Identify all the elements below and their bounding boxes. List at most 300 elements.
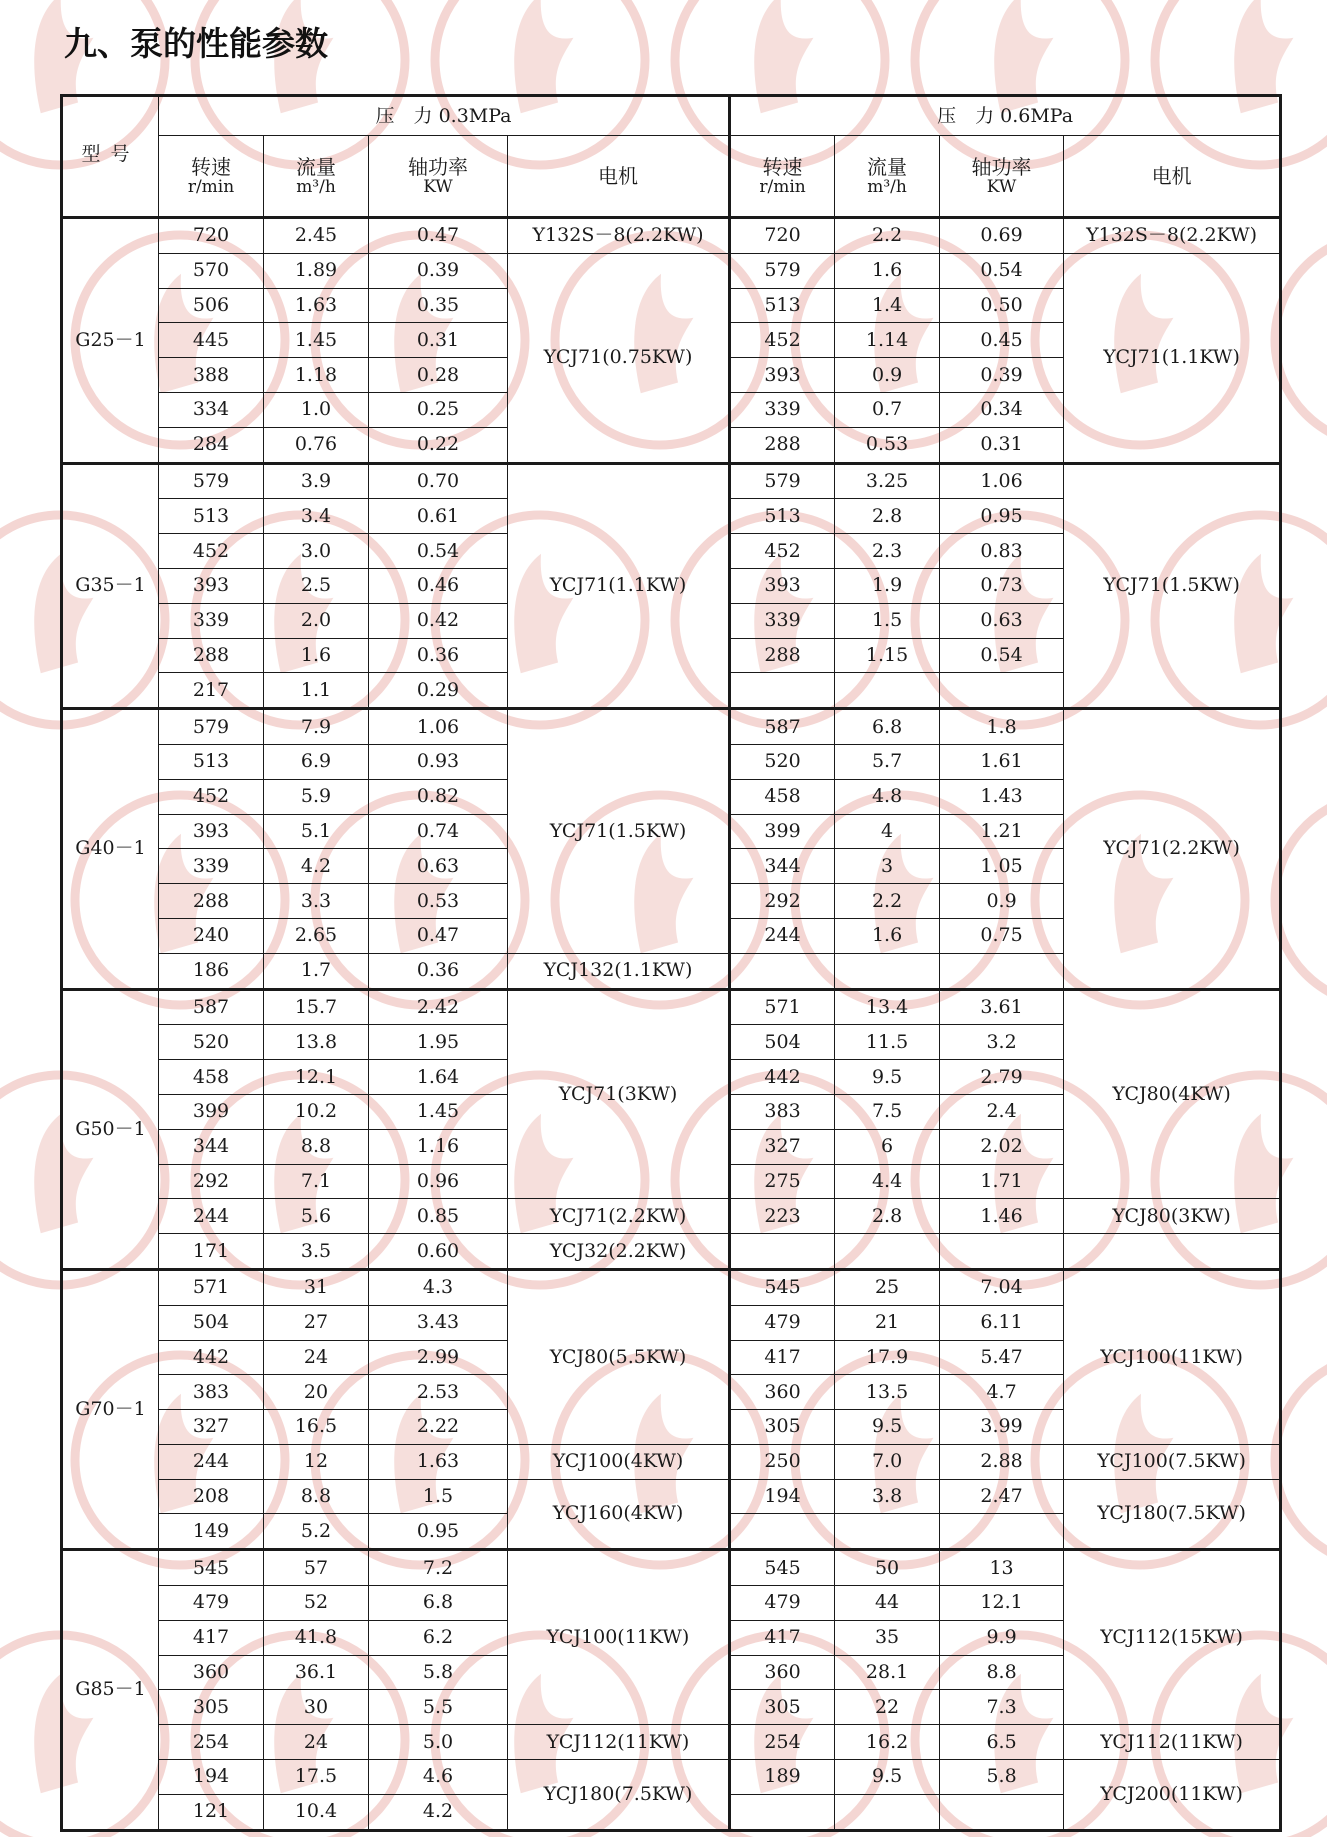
shaft-power-cell: 1.64 — [369, 1060, 508, 1095]
speed-cell: 579 — [159, 709, 264, 745]
col-header-speed: 转速 r/min — [159, 136, 264, 218]
flow-cell: 7.5 — [835, 1094, 940, 1129]
flow-cell: 1.7 — [264, 953, 369, 989]
flow-cell: 7.9 — [264, 709, 369, 745]
shaft-power-cell: 4.6 — [369, 1760, 508, 1795]
shaft-power-cell: 0.39 — [940, 358, 1064, 393]
shaft-power-cell: 1.06 — [369, 709, 508, 745]
shaft-power-cell: 4.7 — [940, 1375, 1064, 1410]
shaft-power-cell: 7.04 — [940, 1269, 1064, 1305]
motor-cell: YCJ160(4KW) — [508, 1479, 730, 1550]
speed-cell: 417 — [159, 1620, 264, 1655]
table-row — [62, 1444, 1281, 1479]
speed-cell: 254 — [159, 1725, 264, 1760]
motor-cell: YCJ180(7.5KW) — [1064, 1479, 1281, 1550]
flow-cell: 3.9 — [264, 463, 369, 499]
flow-cell: 44 — [835, 1586, 940, 1621]
flow-cell: 4.2 — [264, 849, 369, 884]
motor-cell: YCJ100(11KW) — [508, 1550, 730, 1725]
flow-cell: 1.0 — [264, 392, 369, 427]
flow-cell: 10.2 — [264, 1094, 369, 1129]
speed-cell: 513 — [159, 499, 264, 534]
flow-cell: 15.7 — [264, 989, 369, 1025]
flow-cell — [835, 1514, 940, 1550]
shaft-power-cell: 0.46 — [369, 568, 508, 603]
speed-cell: 720 — [730, 218, 835, 254]
table-row — [62, 989, 1281, 1025]
flow-cell: 5.1 — [264, 814, 369, 849]
table-row — [62, 1234, 1281, 1270]
motor-cell: Y132S－8(2.2KW) — [508, 218, 730, 254]
shaft-power-cell: 0.85 — [369, 1199, 508, 1234]
pressure-header-low: 压 力 0.3MPa — [159, 96, 730, 136]
speed-cell: 504 — [730, 1025, 835, 1060]
speed-cell: 452 — [159, 779, 264, 814]
speed-cell: 194 — [730, 1479, 835, 1514]
shaft-power-cell: 9.9 — [940, 1620, 1064, 1655]
speed-cell: 284 — [159, 427, 264, 463]
speed-cell: 417 — [730, 1620, 835, 1655]
shaft-power-cell — [940, 673, 1064, 709]
speed-cell: 149 — [159, 1514, 264, 1550]
col-header-shaft-power: 轴功率 KW — [940, 136, 1064, 218]
motor-cell: YCJ112(11KW) — [508, 1725, 730, 1760]
shaft-power-cell: 0.63 — [940, 603, 1064, 638]
flow-cell: 1.63 — [264, 288, 369, 323]
table-row — [62, 1269, 1281, 1305]
shaft-power-cell: 0.60 — [369, 1234, 508, 1270]
shaft-power-cell: 6.8 — [369, 1586, 508, 1621]
speed-cell: 479 — [730, 1586, 835, 1621]
shaft-power-cell: 0.47 — [369, 218, 508, 254]
flow-cell: 25 — [835, 1269, 940, 1305]
shaft-power-cell: 0.34 — [940, 392, 1064, 427]
speed-cell: 587 — [159, 989, 264, 1025]
shaft-power-cell: 1.5 — [369, 1479, 508, 1514]
flow-cell: 13.4 — [835, 989, 940, 1025]
speed-cell: 545 — [159, 1550, 264, 1586]
flow-cell: 1.5 — [835, 603, 940, 638]
shaft-power-cell: 0.53 — [369, 884, 508, 919]
flow-cell: 12.1 — [264, 1060, 369, 1095]
motor-cell — [1064, 1234, 1281, 1270]
speed-cell: 458 — [159, 1060, 264, 1095]
page-title: 九、泵的性能参数 — [64, 24, 328, 63]
shaft-power-cell: 0.96 — [369, 1164, 508, 1199]
col-header-speed: 转速 r/min — [730, 136, 835, 218]
shaft-power-cell: 0.54 — [369, 534, 508, 569]
speed-cell: 393 — [159, 814, 264, 849]
speed-cell: 360 — [159, 1655, 264, 1690]
pressure-header-high: 压 力 0.6MPa — [730, 96, 1281, 136]
flow-cell: 1.6 — [264, 638, 369, 673]
shaft-power-cell: 6.11 — [940, 1305, 1064, 1340]
col-header-motor: 电机 — [1064, 136, 1281, 218]
shaft-power-cell: 2.99 — [369, 1340, 508, 1375]
table-row — [62, 709, 1281, 745]
speed-cell: 189 — [730, 1760, 835, 1795]
shaft-power-cell: 1.16 — [369, 1129, 508, 1164]
speed-cell: 339 — [730, 392, 835, 427]
motor-cell: YCJ71(1.5KW) — [508, 709, 730, 954]
shaft-power-cell: 0.93 — [369, 744, 508, 779]
flow-cell: 17.5 — [264, 1760, 369, 1795]
shaft-power-cell: 0.74 — [369, 814, 508, 849]
shaft-power-cell: 0.95 — [940, 499, 1064, 534]
shaft-power-cell: 2.47 — [940, 1479, 1064, 1514]
speed-cell: 506 — [159, 288, 264, 323]
flow-cell: 12 — [264, 1444, 369, 1479]
shaft-power-cell: 1.63 — [369, 1444, 508, 1479]
shaft-power-cell: 5.8 — [369, 1655, 508, 1690]
shaft-power-cell: 0.9 — [940, 884, 1064, 919]
flow-cell: 8.8 — [264, 1479, 369, 1514]
flow-cell: 2.2 — [835, 884, 940, 919]
shaft-power-cell: 8.8 — [940, 1655, 1064, 1690]
table-row — [62, 1725, 1281, 1760]
speed-cell: 399 — [159, 1094, 264, 1129]
flow-cell: 3.8 — [835, 1479, 940, 1514]
speed-cell: 254 — [730, 1725, 835, 1760]
shaft-power-cell — [940, 1234, 1064, 1270]
speed-cell: 244 — [730, 918, 835, 953]
speed-cell — [730, 1234, 835, 1270]
shaft-power-cell: 0.75 — [940, 918, 1064, 953]
speed-cell: 388 — [159, 358, 264, 393]
shaft-power-cell: 0.22 — [369, 427, 508, 463]
speed-cell: 288 — [159, 884, 264, 919]
flow-cell: 52 — [264, 1586, 369, 1621]
shaft-power-cell: 0.50 — [940, 288, 1064, 323]
motor-cell: YCJ132(1.1KW) — [508, 953, 730, 989]
shaft-power-cell: 1.21 — [940, 814, 1064, 849]
speed-cell: 571 — [730, 989, 835, 1025]
flow-cell: 4.8 — [835, 779, 940, 814]
speed-cell: 393 — [730, 568, 835, 603]
motor-cell: YCJ200(11KW) — [1064, 1760, 1281, 1831]
speed-cell: 399 — [730, 814, 835, 849]
shaft-power-cell: 0.29 — [369, 673, 508, 709]
model-cell: G70－1 — [62, 1269, 159, 1549]
shaft-power-cell: 5.0 — [369, 1725, 508, 1760]
motor-cell: YCJ100(11KW) — [1064, 1269, 1281, 1444]
speed-cell: 339 — [159, 849, 264, 884]
table-row — [62, 463, 1281, 499]
speed-cell: 208 — [159, 1479, 264, 1514]
flow-cell: 27 — [264, 1305, 369, 1340]
speed-cell: 579 — [730, 463, 835, 499]
flow-cell: 5.6 — [264, 1199, 369, 1234]
flow-cell: 50 — [835, 1550, 940, 1586]
speed-cell: 587 — [730, 709, 835, 745]
motor-cell: YCJ180(7.5KW) — [508, 1760, 730, 1831]
flow-cell: 0.7 — [835, 392, 940, 427]
flow-cell: 31 — [264, 1269, 369, 1305]
flow-cell: 22 — [835, 1690, 940, 1725]
shaft-power-cell: 3.99 — [940, 1410, 1064, 1445]
model-cell: G50－1 — [62, 989, 159, 1269]
shaft-power-cell: 1.95 — [369, 1025, 508, 1060]
shaft-power-cell: 0.47 — [369, 918, 508, 953]
flow-cell — [835, 1794, 940, 1830]
flow-cell: 5.7 — [835, 744, 940, 779]
flow-cell: 2.45 — [264, 218, 369, 254]
shaft-power-cell: 2.02 — [940, 1129, 1064, 1164]
shaft-power-cell: 0.28 — [369, 358, 508, 393]
shaft-power-cell: 0.54 — [940, 253, 1064, 288]
shaft-power-cell: 0.36 — [369, 638, 508, 673]
speed-cell: 244 — [159, 1199, 264, 1234]
speed-cell: 305 — [730, 1410, 835, 1445]
flow-cell: 4 — [835, 814, 940, 849]
motor-cell: YCJ100(4KW) — [508, 1444, 730, 1479]
flow-cell: 8.8 — [264, 1129, 369, 1164]
speed-cell: 383 — [730, 1094, 835, 1129]
flow-cell: 2.8 — [835, 1199, 940, 1234]
speed-cell: 339 — [730, 603, 835, 638]
shaft-power-cell: 4.2 — [369, 1794, 508, 1830]
flow-cell: 2.3 — [835, 534, 940, 569]
table-row — [62, 218, 1281, 254]
shaft-power-cell — [940, 953, 1064, 989]
speed-cell: 344 — [159, 1129, 264, 1164]
flow-cell: 17.9 — [835, 1340, 940, 1375]
table-row — [62, 1199, 1281, 1234]
shaft-power-cell: 6.5 — [940, 1725, 1064, 1760]
flow-cell: 1.15 — [835, 638, 940, 673]
flow-cell: 3.0 — [264, 534, 369, 569]
flow-cell: 2.65 — [264, 918, 369, 953]
flow-cell: 2.5 — [264, 568, 369, 603]
speed-cell: 292 — [159, 1164, 264, 1199]
flow-cell: 6 — [835, 1129, 940, 1164]
model-cell: G25－1 — [62, 218, 159, 464]
speed-cell — [730, 1794, 835, 1830]
shaft-power-cell: 2.4 — [940, 1094, 1064, 1129]
speed-cell: 504 — [159, 1305, 264, 1340]
speed-cell: 452 — [730, 323, 835, 358]
shaft-power-cell: 3.61 — [940, 989, 1064, 1025]
speed-cell — [730, 1514, 835, 1550]
motor-cell: YCJ32(2.2KW) — [508, 1234, 730, 1270]
flow-cell: 1.4 — [835, 288, 940, 323]
speed-cell: 360 — [730, 1375, 835, 1410]
speed-cell: 445 — [159, 323, 264, 358]
flow-cell: 41.8 — [264, 1620, 369, 1655]
model-cell: G35－1 — [62, 463, 159, 709]
speed-cell: 520 — [730, 744, 835, 779]
flow-cell: 13.8 — [264, 1025, 369, 1060]
motor-cell: YCJ112(11KW) — [1064, 1725, 1281, 1760]
speed-cell: 339 — [159, 603, 264, 638]
shaft-power-cell — [940, 1794, 1064, 1830]
shaft-power-cell: 0.69 — [940, 218, 1064, 254]
shaft-power-cell: 5.5 — [369, 1690, 508, 1725]
shaft-power-cell: 3.2 — [940, 1025, 1064, 1060]
motor-cell: YCJ80(4KW) — [1064, 989, 1281, 1199]
shaft-power-cell: 0.36 — [369, 953, 508, 989]
table-row — [62, 1550, 1281, 1586]
motor-cell: YCJ80(5.5KW) — [508, 1269, 730, 1444]
flow-cell: 0.76 — [264, 427, 369, 463]
flow-cell: 20 — [264, 1375, 369, 1410]
speed-cell: 171 — [159, 1234, 264, 1270]
flow-cell: 1.1 — [264, 673, 369, 709]
shaft-power-cell: 0.31 — [369, 323, 508, 358]
speed-cell: 442 — [730, 1060, 835, 1095]
flow-cell: 7.0 — [835, 1444, 940, 1479]
flow-cell: 3.25 — [835, 463, 940, 499]
flow-cell: 3.4 — [264, 499, 369, 534]
shaft-power-cell: 7.2 — [369, 1550, 508, 1586]
shaft-power-cell: 2.88 — [940, 1444, 1064, 1479]
speed-cell: 458 — [730, 779, 835, 814]
speed-cell: 383 — [159, 1375, 264, 1410]
flow-cell: 28.1 — [835, 1655, 940, 1690]
flow-cell: 5.2 — [264, 1514, 369, 1550]
flow-cell: 1.6 — [835, 918, 940, 953]
shaft-power-cell: 7.3 — [940, 1690, 1064, 1725]
motor-cell: YCJ80(3KW) — [1064, 1199, 1281, 1234]
flow-cell: 35 — [835, 1620, 940, 1655]
speed-cell: 275 — [730, 1164, 835, 1199]
shaft-power-cell: 1.61 — [940, 744, 1064, 779]
motor-cell: Y132S－8(2.2KW) — [1064, 218, 1281, 254]
col-header-flow: 流量 m³/h — [264, 136, 369, 218]
col-header-shaft-power: 轴功率 KW — [369, 136, 508, 218]
motor-cell: YCJ112(15KW) — [1064, 1550, 1281, 1725]
shaft-power-cell: 4.3 — [369, 1269, 508, 1305]
speed-cell: 327 — [730, 1129, 835, 1164]
flow-cell: 1.89 — [264, 253, 369, 288]
shaft-power-cell: 1.71 — [940, 1164, 1064, 1199]
flow-cell — [835, 673, 940, 709]
flow-cell: 1.6 — [835, 253, 940, 288]
shaft-power-cell: 0.70 — [369, 463, 508, 499]
flow-cell: 9.5 — [835, 1410, 940, 1445]
speed-cell: 305 — [159, 1690, 264, 1725]
motor-cell: YCJ71(3KW) — [508, 989, 730, 1199]
shaft-power-cell: 0.82 — [369, 779, 508, 814]
speed-cell: 545 — [730, 1550, 835, 1586]
speed-cell: 393 — [730, 358, 835, 393]
flow-cell: 0.9 — [835, 358, 940, 393]
speed-cell: 579 — [730, 253, 835, 288]
flow-cell: 9.5 — [835, 1760, 940, 1795]
pump-performance-table — [60, 94, 1282, 1832]
shaft-power-cell: 0.54 — [940, 638, 1064, 673]
col-header-motor: 电机 — [508, 136, 730, 218]
speed-cell: 579 — [159, 463, 264, 499]
speed-cell: 452 — [159, 534, 264, 569]
speed-cell: 570 — [159, 253, 264, 288]
flow-cell: 16.5 — [264, 1410, 369, 1445]
speed-cell: 360 — [730, 1655, 835, 1690]
shaft-power-cell: 0.45 — [940, 323, 1064, 358]
speed-cell: 720 — [159, 218, 264, 254]
shaft-power-cell — [940, 1514, 1064, 1550]
speed-cell — [730, 953, 835, 989]
shaft-power-cell: 3.43 — [369, 1305, 508, 1340]
flow-cell: 1.18 — [264, 358, 369, 393]
shaft-power-cell: 1.06 — [940, 463, 1064, 499]
shaft-power-cell: 1.8 — [940, 709, 1064, 745]
speed-cell: 244 — [159, 1444, 264, 1479]
speed-cell: 288 — [159, 638, 264, 673]
flow-cell: 9.5 — [835, 1060, 940, 1095]
flow-cell — [835, 953, 940, 989]
speed-cell: 217 — [159, 673, 264, 709]
motor-cell: YCJ71(2.2KW) — [1064, 709, 1281, 989]
shaft-power-cell: 12.1 — [940, 1586, 1064, 1621]
table-row — [62, 1760, 1281, 1795]
speed-cell: 513 — [730, 288, 835, 323]
flow-cell: 30 — [264, 1690, 369, 1725]
speed-cell: 545 — [730, 1269, 835, 1305]
speed-cell: 288 — [730, 427, 835, 463]
flow-cell: 0.53 — [835, 427, 940, 463]
shaft-power-cell: 0.61 — [369, 499, 508, 534]
shaft-power-cell: 1.45 — [369, 1094, 508, 1129]
speed-cell: 334 — [159, 392, 264, 427]
flow-cell: 16.2 — [835, 1725, 940, 1760]
speed-cell: 121 — [159, 1794, 264, 1830]
flow-cell: 7.1 — [264, 1164, 369, 1199]
shaft-power-cell: 5.8 — [940, 1760, 1064, 1795]
speed-cell: 442 — [159, 1340, 264, 1375]
flow-cell: 1.45 — [264, 323, 369, 358]
shaft-power-cell: 0.42 — [369, 603, 508, 638]
speed-cell: 223 — [730, 1199, 835, 1234]
speed-cell: 513 — [159, 744, 264, 779]
flow-cell: 1.9 — [835, 568, 940, 603]
motor-cell: YCJ100(7.5KW) — [1064, 1444, 1281, 1479]
flow-cell: 6.8 — [835, 709, 940, 745]
speed-cell: 305 — [730, 1690, 835, 1725]
model-header: 型号 — [62, 96, 159, 218]
shaft-power-cell: 0.35 — [369, 288, 508, 323]
flow-cell: 2.0 — [264, 603, 369, 638]
speed-cell: 194 — [159, 1760, 264, 1795]
speed-cell: 571 — [159, 1269, 264, 1305]
speed-cell — [730, 673, 835, 709]
motor-cell: YCJ71(2.2KW) — [508, 1199, 730, 1234]
speed-cell: 344 — [730, 849, 835, 884]
shaft-power-cell: 5.47 — [940, 1340, 1064, 1375]
shaft-power-cell: 2.53 — [369, 1375, 508, 1410]
speed-cell: 240 — [159, 918, 264, 953]
flow-cell: 3.5 — [264, 1234, 369, 1270]
flow-cell: 4.4 — [835, 1164, 940, 1199]
speed-cell: 513 — [730, 499, 835, 534]
motor-cell: YCJ71(1.1KW) — [1064, 253, 1281, 463]
speed-cell: 479 — [730, 1305, 835, 1340]
speed-cell: 327 — [159, 1410, 264, 1445]
flow-cell: 1.14 — [835, 323, 940, 358]
shaft-power-cell: 2.79 — [940, 1060, 1064, 1095]
speed-cell: 417 — [730, 1340, 835, 1375]
speed-cell: 250 — [730, 1444, 835, 1479]
shaft-power-cell: 6.2 — [369, 1620, 508, 1655]
flow-cell: 13.5 — [835, 1375, 940, 1410]
flow-cell: 5.9 — [264, 779, 369, 814]
flow-cell: 2.2 — [835, 218, 940, 254]
shaft-power-cell: 2.42 — [369, 989, 508, 1025]
shaft-power-cell: 1.46 — [940, 1199, 1064, 1234]
flow-cell: 21 — [835, 1305, 940, 1340]
model-cell: G40－1 — [62, 709, 159, 989]
speed-cell: 186 — [159, 953, 264, 989]
